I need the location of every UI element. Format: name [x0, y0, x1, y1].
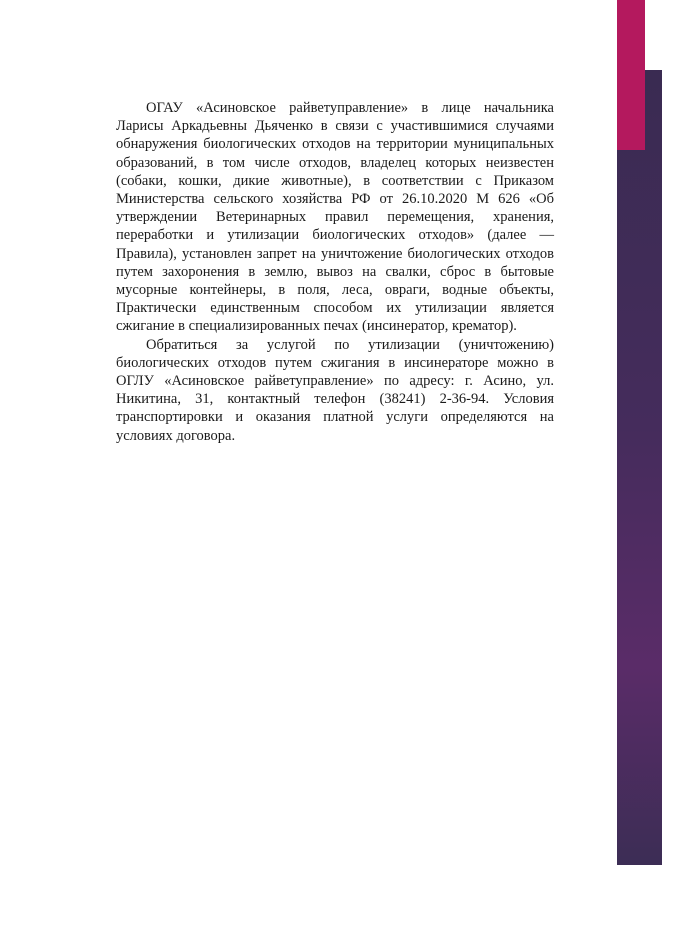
decorative-pink-stripe: [617, 0, 645, 150]
paragraph-ban-notice: ОГАУ «Асиновское райветуправление» в лице начальника Ларисы Аркадьевны Дьяченко в связи с участившимися случаями обнаружения биологических отходов на территории муниципальных образований, в том числе отходов, владелец которых неизвестен (собаки, кошки, дикие животные), в соответствии с Приказом Министерства сельского хозяйства РФ от 26.10.2020 М 626 «Об утверждении Ветеринарных правил перемещения, хранения, переработки и утилизации биологических отходов» (далее — Правила), установлен запрет на уничтожение биологических отходов путем захоронения в землю, вывоз на свалки, сброс в бытовые мусорные контейнеры, в поля, леса, овраги, водные объекты, Практически единственным способом их утилизации является сжигание в специализированных печах (инсинератор, крематор).: [116, 100, 554, 335]
decorative-purple-stripe: [617, 70, 662, 865]
paragraph-service-contact: Обратиться за услугой по утилизации (уничтожению) биологических отходов путем сжигания в инсинераторе можно в ОГЛУ «Асиновское райветуправление» по адресу: г. Асино, ул. Никитина, 31, контактный телефон (38241) 2-36-94. Условия транспортировки и оказания платной услуги определяются на условиях договора.: [116, 336, 554, 444]
body-text: [116, 99, 554, 445]
